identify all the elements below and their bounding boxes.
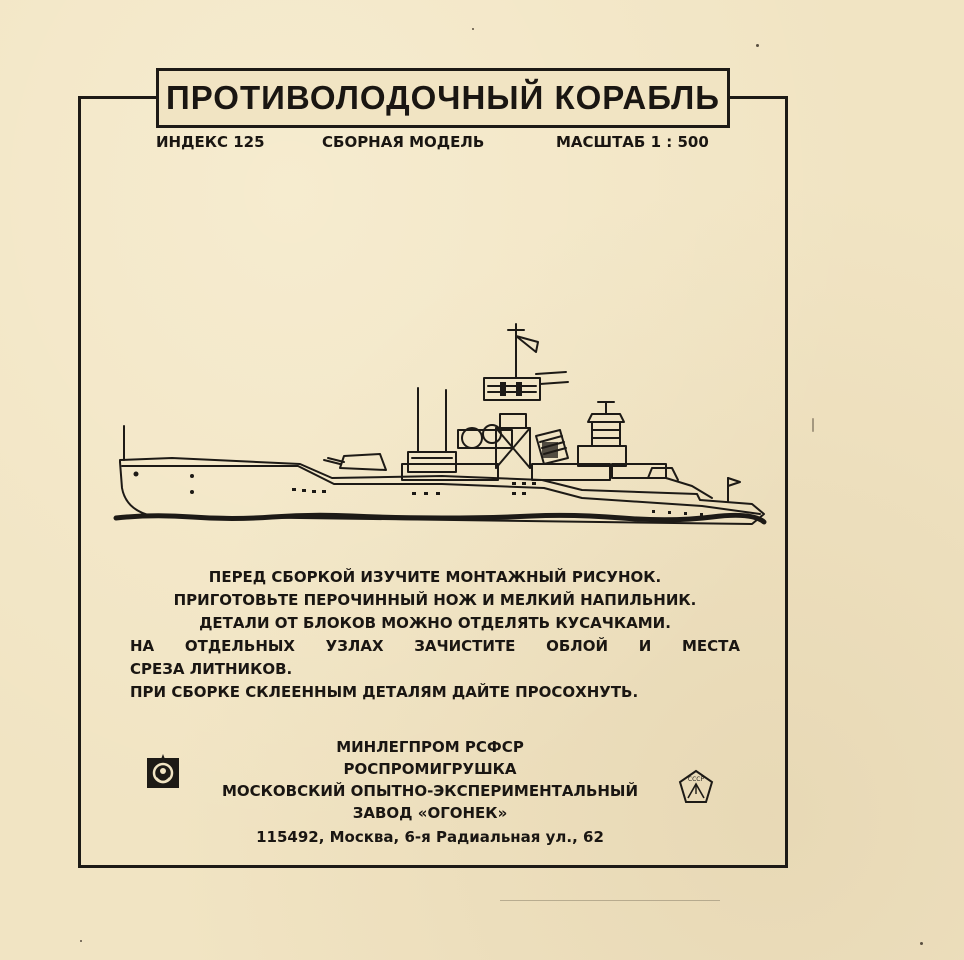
instruction-word: УЗЛАХ (325, 637, 384, 655)
paper-speck (756, 44, 759, 47)
assembly-instructions (130, 566, 740, 704)
model-index: ИНДЕКС 125 (156, 133, 265, 151)
paper-speck (920, 942, 923, 945)
instruction-line-justified (130, 635, 740, 658)
instruction-line: ПЕРЕД СБОРКОЙ ИЗУЧИТЕ МОНТАЖНЫЙ РИСУНОК. (208, 568, 662, 586)
instruction-word: ЗАЧИСТИТЕ (414, 637, 516, 655)
model-type: СБОРНАЯ МОДЕЛЬ (322, 133, 485, 151)
publisher-association: РОСПРОМИГРУШКА (343, 760, 517, 778)
instruction-line: ПРИ СБОРКЕ СКЛЕЕННЫМ ДЕТАЛЯМ ДАЙТЕ ПРОСОХНУТЬ. (130, 683, 639, 701)
publisher-block (180, 736, 680, 848)
instruction-line: ДЕТАЛИ ОТ БЛОКОВ МОЖНО ОТДЕЛЯТЬ КУСАЧКАМИ. (199, 614, 671, 632)
instruction-line: ПРИГОТОВЬТЕ ПЕРОЧИННЫЙ НОЖ И МЕЛКИЙ НАПИЛЬНИК. (173, 591, 697, 609)
paper-speck (812, 418, 814, 432)
instruction-word: НА (130, 637, 155, 655)
instruction-word: И (638, 637, 652, 655)
model-scale: МАСШТАБ 1 : 500 (556, 133, 709, 151)
factory-logo-icon (144, 752, 182, 792)
instruction-word: ОТДЕЛЬНЫХ (184, 637, 295, 655)
ship-drawing (112, 318, 772, 538)
instruction-word: ОБЛОЙ (546, 637, 609, 655)
quality-mark-icon (676, 768, 716, 808)
publisher-ministry: МИНЛЕГПРОМ РСФСР (336, 738, 524, 756)
title-box (156, 68, 730, 128)
page-title: ПРОТИВОЛОДОЧНЫЙ КОРАБЛЬ (166, 79, 720, 116)
instruction-line: СРЕЗА ЛИТНИКОВ. (130, 660, 293, 678)
publisher-address: 115492, Москва, 6-я Радиальная ул., 62 (256, 828, 604, 846)
quality-mark-label: СССР (687, 776, 705, 783)
paper-crease (500, 900, 720, 901)
paper-speck (472, 28, 474, 30)
instruction-word: МЕСТА (681, 637, 740, 655)
paper-speck (80, 940, 82, 942)
publisher-factory-name: МОСКОВСКИЙ ОПЫТНО-ЭКСПЕРИМЕНТАЛЬНЫЙ (221, 782, 639, 800)
publisher-factory-title: ЗАВОД «ОГОНЕК» (352, 804, 508, 822)
